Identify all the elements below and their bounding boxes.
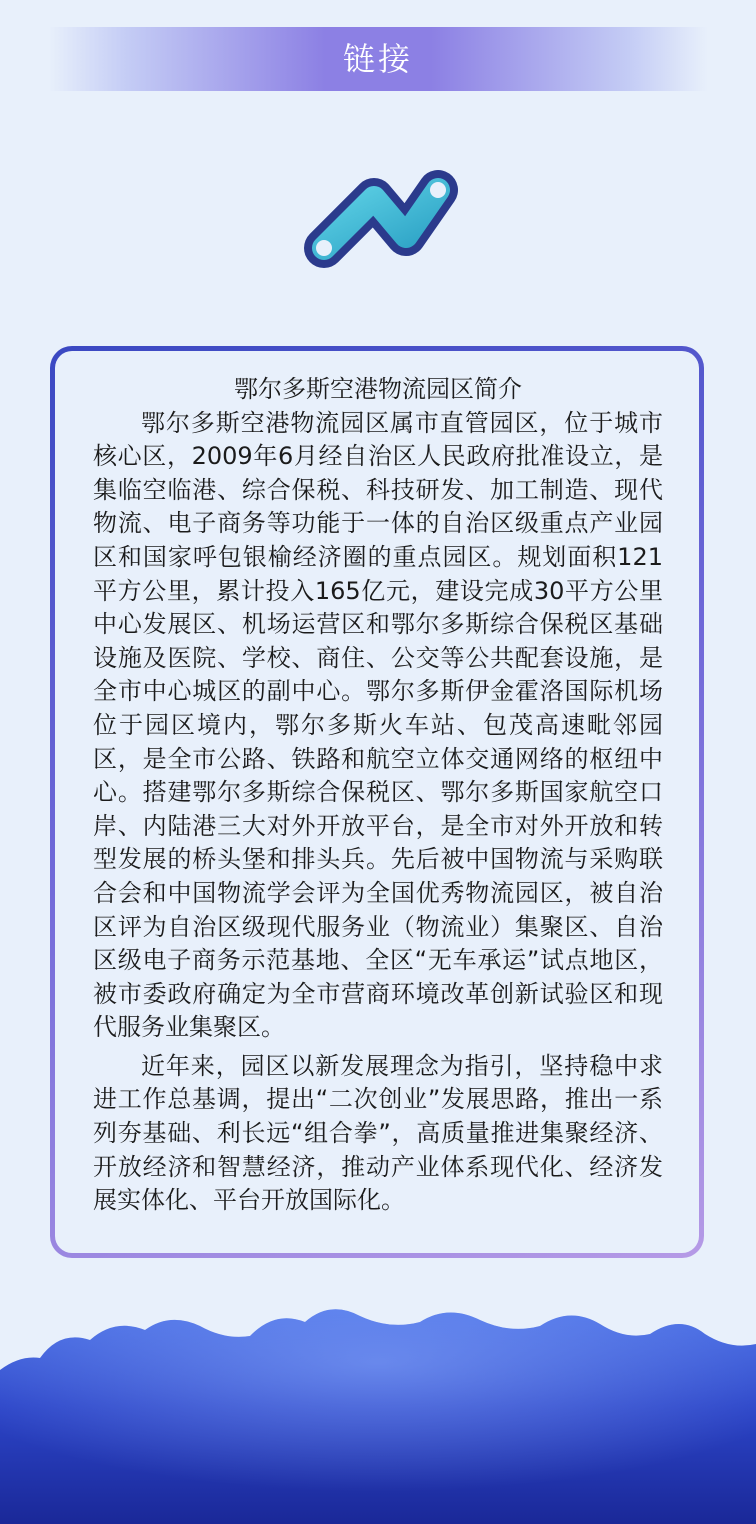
article-paragraph: 近年来，园区以新发展理念为指引，坚持稳中求进工作总基调，提出“二次创业”发展思路，推出一系列夯基础、利长远“组合拳”，高质量推进集聚经济、开放经济和智慧经济，推动产业体系现代化、经济发展实体化、平台开放国际化。 — [93, 1051, 663, 1215]
header-banner — [48, 27, 708, 91]
page-title: 链接 — [342, 40, 413, 78]
wave-footer-decoration — [0, 1300, 756, 1524]
chain-link-logo-icon — [288, 148, 476, 288]
article-title: 鄂尔多斯空港物流园区简介 — [234, 375, 522, 403]
article-card — [50, 346, 704, 1258]
article-body — [93, 373, 663, 1218]
article-paragraph: 鄂尔多斯空港物流园区属市直管园区，位于城市核心区，2009年6月经自治区人民政府批准设立，是集临空临港、综合保税、科技研发、加工制造、现代物流、电子商务等功能于一体的自治区级重点产业园区和国家呼包银榆经济圈的重点园区。规划面积121平方公里，累计投入165亿元，建设完成30平方公里中心发展区、机场运营区和鄂尔多斯综合保税区基础设施及医院、学校、商住、公交等公共配套设施，是全市中心城区的副中心。鄂尔多斯伊金霍洛国际机场位于园区境内，鄂尔多斯火车站、包茂高速毗邻园区，是全市公路、铁路和航空立体交通网络的枢纽中心。搭建鄂尔多斯综合保税区、鄂尔多斯国家航空口岸、内陆港三大对外开放平台，是全市对外开放和转型发展的桥头堡和排头兵。先后被中国物流与采购联合会和中国物流学会评为全国优秀物流园区，被自治区评为自治区级现代服务业（物流业）集聚区、自治区级电子商务示范基地、全区“无车承运”试点地区，被市委政府确定为全市营商环境改革创新试验区和现代服务业集聚区。 — [93, 408, 663, 1042]
